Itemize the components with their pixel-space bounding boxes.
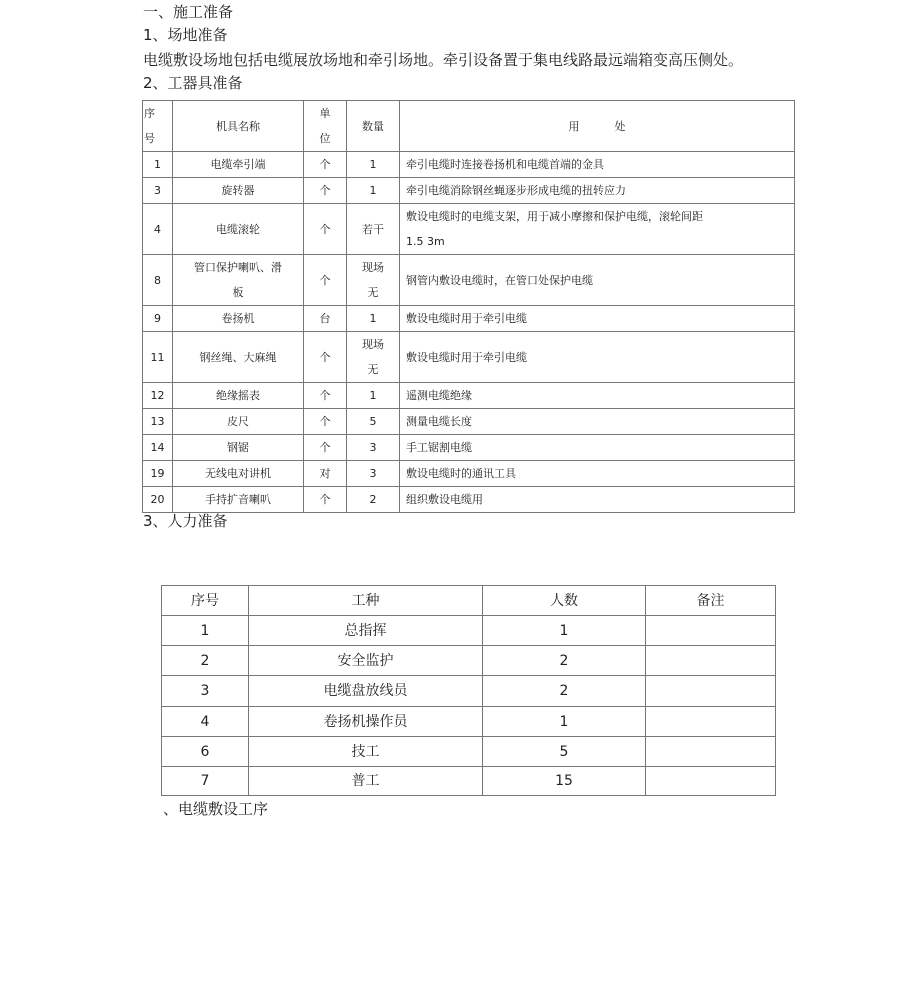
staff-trade: 卷扬机操作员: [249, 707, 483, 737]
tool-no: 11: [143, 332, 173, 383]
table-row: [143, 383, 795, 409]
tool-qty: 3: [347, 461, 400, 487]
tool-unit: 个: [304, 152, 347, 178]
table-row: [143, 204, 795, 255]
tool-name: 电缆牵引端: [173, 152, 304, 178]
staff-count: 2: [483, 676, 646, 707]
staff-table: [161, 585, 776, 796]
tool-no: 4: [143, 204, 173, 255]
tools-header-row: [143, 101, 795, 152]
table-row: [162, 707, 776, 737]
tool-use: 敷设电缆时用于牵引电缆: [400, 332, 795, 383]
staff-no: 2: [162, 646, 249, 676]
staff-no: 1: [162, 616, 249, 646]
tool-name: 无线电对讲机: [173, 461, 304, 487]
tool-use: 手工锯割电缆: [400, 435, 795, 461]
table-row: [143, 435, 795, 461]
staff-trade: 技工: [249, 737, 483, 767]
tool-unit: 个: [304, 435, 347, 461]
tool-use: 敷设电缆时用于牵引电缆: [400, 306, 795, 332]
tool-no: 13: [143, 409, 173, 435]
tool-unit: 个: [304, 178, 347, 204]
tool-no: 14: [143, 435, 173, 461]
staff-header-count: 人数: [483, 586, 646, 616]
tool-no: 12: [143, 383, 173, 409]
tool-qty: 3: [347, 435, 400, 461]
tool-unit: 个: [304, 487, 347, 513]
tool-name: 钢丝绳、大麻绳: [173, 332, 304, 383]
tool-unit: 个: [304, 332, 347, 383]
table-row: [162, 646, 776, 676]
tool-qty: 若干: [347, 204, 400, 255]
tool-no: 20: [143, 487, 173, 513]
tool-unit: 个: [304, 409, 347, 435]
tool-name: 绝缘摇表: [173, 383, 304, 409]
tool-name: 手持扩音喇叭: [173, 487, 304, 513]
tool-name: 皮尺: [173, 409, 304, 435]
tool-use: 牵引电缆消除钢丝蝇逐步形成电缆的扭转应力: [400, 178, 795, 204]
staff-no: 3: [162, 676, 249, 707]
staff-header-trade: 工种: [249, 586, 483, 616]
tool-use: 遥测电缆绝缘: [400, 383, 795, 409]
subsection-title-staff: 3、人力准备: [143, 512, 228, 530]
tool-qty: 现场 无: [347, 255, 400, 306]
tool-name: 管口保护喇叭、滑 板: [173, 255, 304, 306]
tools-header-no: 序 号: [143, 101, 173, 152]
tool-no: 3: [143, 178, 173, 204]
tool-use: 组织敷设电缆用: [400, 487, 795, 513]
staff-count: 5: [483, 737, 646, 767]
tool-no: 8: [143, 255, 173, 306]
tool-unit: 个: [304, 383, 347, 409]
tools-table: [142, 100, 795, 513]
table-row: [143, 306, 795, 332]
staff-header-no: 序号: [162, 586, 249, 616]
table-row: [143, 178, 795, 204]
staff-count: 15: [483, 767, 646, 796]
tool-name: 电缆滚轮: [173, 204, 304, 255]
site-description: 电缆敷设场地包括电缆展放场地和牵引场地。牵引设备置于集电线路最远端箱变高压侧处。: [143, 51, 744, 69]
tool-no: 9: [143, 306, 173, 332]
table-row: [143, 409, 795, 435]
tools-header-name: 机具名称: [173, 101, 304, 152]
staff-count: 1: [483, 616, 646, 646]
tool-qty: 1: [347, 152, 400, 178]
staff-header-row: [162, 586, 776, 616]
tool-use: 敷设电缆时的电缆支架，用于减小摩擦和保护电缆，滚轮间距 1.5 3m: [400, 204, 795, 255]
staff-remark: [646, 646, 776, 676]
tool-qty: 现场 无: [347, 332, 400, 383]
tool-qty: 2: [347, 487, 400, 513]
tool-qty: 5: [347, 409, 400, 435]
staff-trade: 安全监护: [249, 646, 483, 676]
tool-name: 钢锯: [173, 435, 304, 461]
tool-name: 旋转器: [173, 178, 304, 204]
staff-remark: [646, 676, 776, 707]
staff-trade: 普工: [249, 767, 483, 796]
table-row: [162, 676, 776, 707]
table-row: [143, 152, 795, 178]
staff-remark: [646, 707, 776, 737]
tool-unit: 对: [304, 461, 347, 487]
tool-unit: 台: [304, 306, 347, 332]
staff-count: 2: [483, 646, 646, 676]
tool-use: 敷设电缆时的通讯工具: [400, 461, 795, 487]
tool-use: 测量电缆长度: [400, 409, 795, 435]
tools-header-unit: 单 位: [304, 101, 347, 152]
table-row: [143, 332, 795, 383]
staff-remark: [646, 767, 776, 796]
tools-header-qty: 数量: [347, 101, 400, 152]
section-title-preparation: 一、施工准备: [143, 3, 234, 21]
tool-qty: 1: [347, 383, 400, 409]
subsection-title-tools: 2、工器具准备: [143, 74, 243, 92]
section-title-laying-procedure: 、电缆敷设工序: [163, 800, 269, 818]
tool-use: 钢管内敷设电缆时，在管口处保护电缆: [400, 255, 795, 306]
staff-trade: 电缆盘放线员: [249, 676, 483, 707]
table-row: [162, 767, 776, 796]
tool-name: 卷扬机: [173, 306, 304, 332]
table-row: [143, 255, 795, 306]
tool-qty: 1: [347, 306, 400, 332]
tool-no: 19: [143, 461, 173, 487]
table-row: [162, 616, 776, 646]
tools-header-use: 用 处: [400, 101, 795, 152]
subsection-title-site: 1、场地准备: [143, 26, 228, 44]
staff-no: 6: [162, 737, 249, 767]
table-row: [143, 487, 795, 513]
tool-use: 牵引电缆时连接卷扬机和电缆首端的金具: [400, 152, 795, 178]
staff-no: 7: [162, 767, 249, 796]
staff-no: 4: [162, 707, 249, 737]
staff-remark: [646, 616, 776, 646]
staff-remark: [646, 737, 776, 767]
staff-count: 1: [483, 707, 646, 737]
table-row: [143, 461, 795, 487]
tool-qty: 1: [347, 178, 400, 204]
staff-trade: 总指挥: [249, 616, 483, 646]
tool-unit: 个: [304, 204, 347, 255]
table-row: [162, 737, 776, 767]
tool-no: 1: [143, 152, 173, 178]
staff-header-remark: 备注: [646, 586, 776, 616]
tool-unit: 个: [304, 255, 347, 306]
